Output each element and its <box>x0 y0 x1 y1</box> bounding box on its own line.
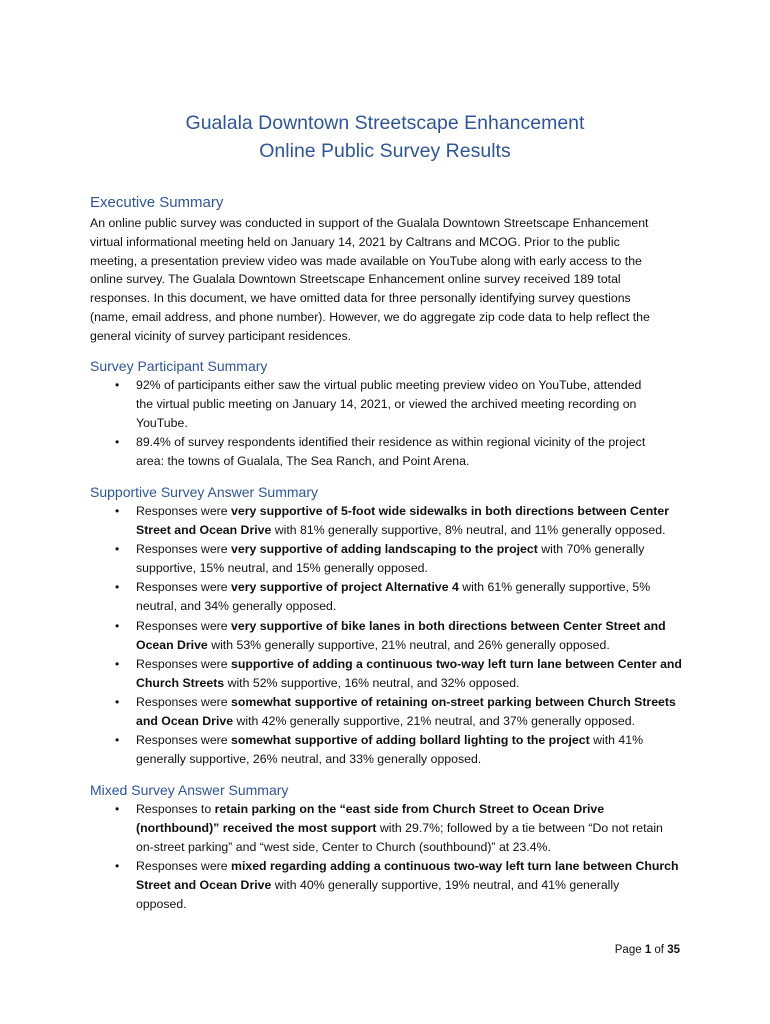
bullet-icon: • <box>115 435 120 450</box>
text-line: An online public survey was conducted in support of the Gualala Downtown Streetscape Enhancement <box>90 216 649 230</box>
text: with 29.7%; followed by a tie between “Do not retain <box>376 821 663 836</box>
text-line: area: the towns of Gualala, The Sea Ranch, and Point Arena. <box>136 454 470 469</box>
document-title-line2: Online Public Survey Results <box>259 140 511 162</box>
bold-text: and Ocean Drive <box>136 714 234 729</box>
text: with 41% <box>589 733 644 748</box>
text-line: general vicinity of survey participant residences. <box>90 328 352 343</box>
text: Responses were <box>136 859 232 874</box>
text: Responses were <box>136 656 232 671</box>
text: Responses were <box>136 580 232 595</box>
text: with 40% generally supportive, 19% neutral, and 41% generally <box>271 878 620 893</box>
text-line: online survey. The Gualala Downtown Streetscape Enhancement online survey received 189 total <box>90 272 621 287</box>
list-item <box>112 578 712 616</box>
current-page: 1 <box>644 944 652 956</box>
list-item <box>112 617 712 655</box>
supportive-summary-heading: Supportive Survey Answer Summary <box>90 484 318 500</box>
bold-text: supportive of adding a continuous two-way left turn lane between Center and <box>231 656 682 671</box>
list-item <box>112 693 712 731</box>
text-line: responses. In this document, we have omitted data for three personally identifying survey questions <box>90 291 631 306</box>
list-item <box>112 800 712 857</box>
text-line: 92% of participants either saw the virtual public meeting preview video on YouTube, attended <box>136 378 642 392</box>
text: Responses were <box>136 618 232 633</box>
mixed-summary-list <box>112 800 712 915</box>
text-line: meeting, a presentation preview video was made available on YouTube along with early access to the <box>90 253 642 268</box>
mixed-summary-heading: Mixed Survey Answer Summary <box>90 782 289 798</box>
list-item <box>112 857 712 914</box>
bold-text: (northbound)” received the most support <box>136 821 377 836</box>
text: with 61% generally supportive, 5% <box>458 580 651 595</box>
bold-text: Street and Ocean Drive <box>136 878 272 893</box>
bold-text: very supportive of adding landscaping to the project <box>231 542 538 557</box>
text: Responses were <box>136 504 232 518</box>
participant-summary-list <box>112 376 712 471</box>
text-line: on-street parking” and “west side, Center to Church (southbound)” at 23.4%. <box>136 840 551 855</box>
text-line: neutral, and 34% generally opposed. <box>136 599 337 614</box>
text-line: virtual informational meeting held on January 14, 2021 by Caltrans and MCOG. Prior to the public <box>90 234 620 249</box>
document-title-line1: Gualala Downtown Streetscape Enhancement <box>185 112 585 134</box>
total-pages: 35 <box>667 944 680 956</box>
bold-text: somewhat supportive of adding bollard lighting to the project <box>231 733 590 748</box>
text-line: YouTube. <box>136 416 188 431</box>
bold-text: very supportive of bike lanes in both directions between Center Street and <box>231 618 666 633</box>
bullet-icon: • <box>115 733 120 748</box>
bullet-icon: • <box>115 378 120 392</box>
bullet-icon: • <box>115 580 120 595</box>
bullet-icon: • <box>115 694 120 709</box>
bold-text: Ocean Drive <box>136 637 208 652</box>
page-prefix: Page <box>614 944 645 956</box>
bullet-icon: • <box>115 656 120 671</box>
text: Responses were <box>136 733 232 748</box>
bold-text: retain parking on the “east side from Church Street to Ocean Drive <box>214 802 605 816</box>
bullet-icon: • <box>115 542 120 557</box>
text-line: supportive, 15% neutral, and 15% generally opposed. <box>136 561 428 576</box>
text-line: 89.4% of survey respondents identified their residence as within regional vicinity of the project <box>136 435 646 450</box>
text-line: the virtual public meeting on January 14, 2021, or viewed the archived meeting recording on <box>136 397 637 412</box>
bullet-icon: • <box>115 859 120 874</box>
text: Responses were <box>136 542 232 557</box>
page-of: of <box>651 944 668 956</box>
text: with 42% generally supportive, 21% neutral, and 37% generally opposed. <box>233 714 636 729</box>
bold-text: somewhat supportive of retaining on-street parking between Church Streets <box>231 694 676 709</box>
list-item <box>112 376 712 433</box>
text: Responses to <box>136 802 215 816</box>
list-item <box>112 540 712 578</box>
bullet-icon: • <box>115 618 120 633</box>
bold-text: mixed regarding adding a continuous two-way left turn lane between Church <box>231 859 679 874</box>
text-line: (name, email address, and phone number). However, we do aggregate zip code data to help reflect the <box>90 309 650 324</box>
executive-summary-heading: Executive Summary <box>90 194 224 211</box>
text: with 81% generally supportive, 8% neutral, and 11% generally opposed. <box>271 523 666 538</box>
bold-text: very supportive of 5-foot wide sidewalks in both directions between Center <box>231 504 670 518</box>
text: with 53% generally supportive, 21% neutral, and 26% generally opposed. <box>207 637 610 652</box>
page-number <box>615 944 680 956</box>
list-item <box>112 655 712 693</box>
bold-text: Street and Ocean Drive <box>136 523 272 538</box>
bold-text: very supportive of project Alternative 4 <box>231 580 459 595</box>
list-item <box>112 731 712 769</box>
bold-text: Church Streets <box>136 675 225 690</box>
participant-summary-heading: Survey Participant Summary <box>90 358 268 374</box>
supportive-summary-list <box>112 502 712 769</box>
text-line: opposed. <box>136 897 187 912</box>
text-line: generally supportive, 26% neutral, and 33% generally opposed. <box>136 752 482 767</box>
text: with 70% generally <box>537 542 645 557</box>
bullet-icon: • <box>115 504 120 518</box>
bullet-icon: • <box>115 802 120 816</box>
list-item <box>112 502 712 540</box>
list-item <box>112 433 712 471</box>
text: Responses were <box>136 694 232 709</box>
text: with 52% supportive, 16% neutral, and 32% opposed. <box>224 675 520 690</box>
executive-summary-paragraph <box>90 214 690 346</box>
